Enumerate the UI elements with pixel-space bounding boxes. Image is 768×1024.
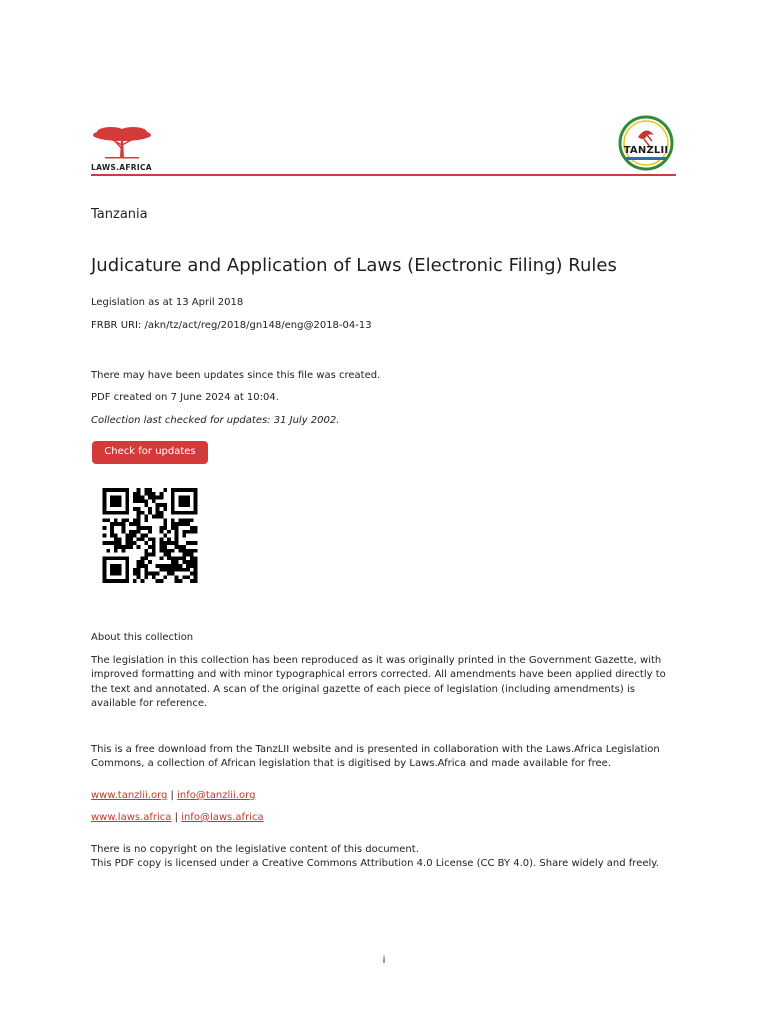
tanzlii-logo (616, 115, 676, 173)
frbr-uri: FRBR URI: /akn/tz/act/reg/2018/gn148/eng@2018-04-13 (91, 320, 372, 331)
page-header (91, 115, 676, 177)
tanzlii-emblem-icon (616, 115, 676, 173)
pdf-created: PDF created on 7 June 2024 at 10:04. (91, 392, 279, 403)
header-divider (91, 174, 676, 176)
laws-africa-logo (91, 125, 153, 171)
license-line-2: This PDF copy is licensed under a Creative Commons Attribution 4.0 License (CC BY 4.0). Share widely and freely. (91, 858, 659, 869)
legislation-date: Legislation as at 13 April 2018 (91, 297, 244, 308)
laws-africa-wordmark: LAWS.AFRICA (91, 163, 152, 172)
qr-code[interactable] (100, 488, 200, 583)
country-label: Tanzania (91, 207, 148, 222)
tanzlii-website-link[interactable]: www.tanzlii.org (91, 790, 168, 801)
updates-note: There may have been updates since this file was created. (91, 370, 381, 381)
document-title: Judicature and Application of Laws (Electronic Filing) Rules (91, 255, 617, 276)
about-heading: About this collection (91, 632, 194, 643)
acacia-tree-icon (91, 125, 153, 163)
lawsafrica-email-link[interactable]: info@laws.africa (181, 812, 264, 823)
tanzlii-wordmark: TANZLII (623, 145, 669, 156)
tanzlii-links (91, 789, 681, 803)
link-separator: | (174, 812, 178, 823)
lawsafrica-website-link[interactable]: www.laws.africa (91, 812, 172, 823)
lawsafrica-links (91, 811, 681, 825)
download-note: This is a free download from the TanzLII website and is presented in collaboration with the Laws.Africa Legislation Commons, a collection of African legislation that is digitised by Laws.Africa and made available for free. (91, 744, 660, 770)
collection-checked: Collection last checked for updates: 31 July 2002. (91, 415, 340, 426)
check-updates-button[interactable]: Check for updates (92, 441, 208, 464)
license-line-1: There is no copyright on the legislative content of this document. (91, 844, 419, 855)
tanzlii-email-link[interactable]: info@tanzlii.org (177, 790, 256, 801)
link-separator: | (170, 790, 174, 801)
about-body: The legislation in this collection has been reproduced as it was originally printed in the Government Gazette, with improved formatting and with minor typographical errors corrected. All amendments have been applied directly to the text and annotated. A scan of the original gazette of each piece of legislation (including amendments) is available for reference. (91, 655, 666, 709)
page-number: i (382, 955, 386, 966)
